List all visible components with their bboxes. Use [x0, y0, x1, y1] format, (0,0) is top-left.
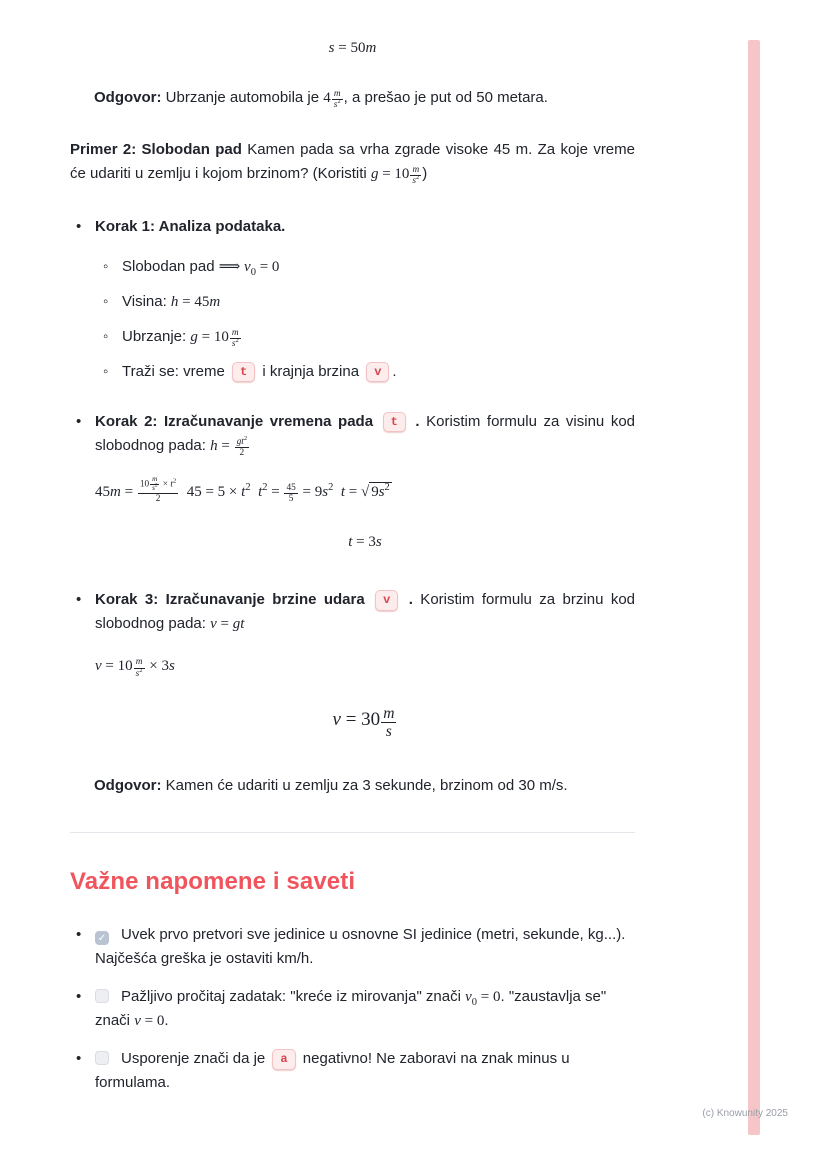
denominator: [410, 176, 421, 186]
math-text: = 0: [477, 989, 501, 1006]
math-variable: m: [412, 165, 420, 176]
superscript: 2: [154, 482, 158, 489]
superscript: 2: [337, 98, 341, 106]
code-badge: a: [272, 1049, 295, 1069]
bold-text: Primer 2: Slobodan pad: [70, 141, 242, 159]
code-badge: t: [383, 412, 406, 432]
math-variable: g: [370, 166, 379, 183]
math-text: = 10: [197, 328, 229, 345]
denominator: [381, 723, 396, 740]
tip-text: Usporenje znači da je a negativno! Ne zaboravi na znak minus u formulama.: [95, 1050, 570, 1092]
math-variable: s: [135, 668, 140, 679]
denominator: [284, 494, 297, 504]
denominator: [230, 336, 241, 349]
math-text: [333, 484, 341, 500]
math-text: 9: [371, 484, 379, 501]
bold-text: Korak 3: Izračunavanje brzine udara: [95, 591, 373, 609]
math-variable: gt: [236, 436, 244, 447]
checklist-item-pazljivo: [70, 985, 635, 1033]
superscript: 2: [262, 482, 268, 494]
fraction: [381, 705, 396, 740]
math-variable: s: [375, 534, 382, 551]
subscript: 0: [471, 997, 478, 1009]
math-text: =: [267, 484, 284, 501]
numerator: [138, 476, 178, 494]
korak2-equation: [95, 476, 635, 504]
math-text: 45 = 5 ×: [179, 484, 242, 501]
math-text: 2: [239, 448, 245, 459]
fraction: [410, 165, 421, 186]
math-text: =: [120, 484, 137, 501]
checklist-item-si-jedinice: [70, 923, 635, 971]
math-variable: t: [258, 484, 263, 501]
numerator: [284, 483, 297, 494]
superscript: 2: [243, 434, 248, 442]
checkbox: [95, 989, 109, 1003]
math-variable: s: [322, 484, 329, 501]
code-badge: v: [375, 590, 398, 610]
superscript: 2: [245, 482, 251, 494]
math-text: 10: [139, 479, 150, 490]
bold-text: Odgovor:: [94, 777, 162, 795]
sub-item-text: Slobodan pad ⟹ $v_0 = 0$: [122, 257, 280, 278]
math-variable: gt: [232, 616, 245, 633]
subscript: 0: [250, 266, 256, 278]
math-text: = 3: [352, 534, 376, 551]
denominator: [134, 666, 145, 679]
fraction: [138, 476, 178, 504]
math-variable: s: [412, 176, 417, 187]
math-text: 45: [286, 483, 296, 494]
document-content: [70, 0, 635, 1109]
tip-text: Uvek prvo pretvori sve jedinice u osnovne SI jedinice (metri, sekunde, kg...). Najčešća greška je ostaviti km/h.: [95, 926, 626, 968]
math-variable: m: [135, 657, 143, 668]
bold-text: .: [408, 412, 420, 430]
list-item-ubrzanje: [95, 325, 635, 349]
math-variable: s: [231, 338, 236, 349]
tip-text: Pažljivo pročitaj zadatak: "kreće iz mirovanja" znači $v_0 = 0$. "zaustavlja se" znači v = 0.: [95, 988, 607, 1030]
math-text: =: [344, 484, 361, 501]
math-variable: v: [244, 258, 251, 275]
math-variable: v: [134, 1013, 141, 1030]
math-variable: s: [168, 658, 175, 675]
sub-item-text: Visina: h = 45m: [122, 292, 221, 310]
math-text: = 10: [378, 166, 410, 183]
math-variable: v: [332, 709, 341, 731]
korak2-title: • Korak 2: Izračunavanje vremena pada t . Koristim formulu za visinu kod slobodnog pada: h = $\frac{gt^2}{2}$: [95, 412, 636, 459]
math-variable: v: [465, 989, 472, 1006]
formula-s-result: [70, 36, 635, 60]
checklist-item-usporenje: [70, 1047, 635, 1095]
section-divider: [70, 832, 635, 833]
fraction: [235, 434, 249, 459]
superscript: 2: [384, 482, 390, 494]
math-variable: g: [190, 328, 198, 345]
list-item-korak1: [70, 215, 635, 384]
math-variable: s: [333, 100, 338, 111]
math-variable: m: [365, 40, 377, 56]
math-variable: m: [231, 327, 239, 338]
fraction: [284, 483, 297, 504]
superscript: 2: [235, 336, 239, 344]
superscript: 2: [172, 477, 177, 485]
section-heading: Važne napomene i saveti: [70, 868, 356, 896]
math-variable: t: [348, 534, 353, 551]
bold-text: Korak 2: Izračunavanje vremena pada: [95, 412, 380, 430]
math-text: × 3: [145, 658, 169, 675]
radical-sign-icon: √: [360, 484, 370, 501]
korak2-result: [95, 530, 635, 554]
numerator: [381, 705, 396, 723]
list-item-trazi-se: [95, 360, 635, 384]
math-variable: t: [340, 484, 345, 501]
bold-text: Korak 1: Analiza podataka.: [95, 217, 286, 235]
math-text: = 45: [178, 293, 210, 310]
math-variable: s: [378, 484, 385, 501]
math-text: = 50: [334, 40, 366, 56]
list-item-slobodan-pad: [95, 255, 635, 279]
math-text: = 9: [298, 484, 323, 501]
math-text: = 30: [340, 709, 381, 731]
math-variable: h: [170, 293, 179, 310]
fraction: [134, 657, 145, 678]
code-badge: v: [366, 362, 389, 382]
superscript: 2: [139, 666, 143, 674]
denominator: [235, 448, 249, 458]
denominator: [332, 100, 343, 110]
checkbox: [95, 1051, 109, 1065]
fraction: [332, 89, 343, 110]
math-variable: m: [209, 293, 221, 310]
numerator: [235, 434, 249, 448]
denominator: [138, 494, 178, 504]
math-variable: m: [333, 88, 341, 99]
tips-list: [70, 923, 635, 1095]
math-text: 5: [288, 494, 294, 505]
math-text: =: [217, 437, 234, 454]
radicand: [369, 482, 392, 500]
math-text: = 10: [101, 658, 133, 675]
math-variable: v: [95, 658, 102, 675]
steps-list: [70, 215, 635, 740]
math-text: 2: [155, 494, 161, 505]
math-variable: s: [328, 40, 335, 56]
korak3-title: • Korak 3: Izračunavanje brzine udara v . Koristim formulu za brzinu kod slobodnog pada: v = gt: [95, 591, 635, 633]
list-item-korak3: [70, 588, 635, 740]
math-variable: t: [241, 484, 246, 501]
superscript: 2: [328, 482, 334, 494]
answer-paragraph-1: Odgovor: Ubrzanje automobila je 4 $\frac{m}{s^2}$ , a prešao je put od 50 metara.: [94, 88, 548, 111]
denominator: [150, 482, 159, 493]
math-variable: m: [383, 704, 395, 722]
right-accent-bar: [748, 40, 760, 1135]
math-text: 4: [323, 90, 331, 106]
list-item-visina: [95, 290, 635, 314]
sub-item-text: Traži se: vreme t i krajnja brzina v .: [122, 363, 397, 380]
math-text: = 0: [255, 258, 280, 275]
math-text: [251, 484, 259, 500]
checkbox: [95, 931, 109, 945]
korak1-sublist: [95, 255, 635, 384]
korak1-title: [95, 215, 635, 239]
bold-text: Odgovor:: [94, 89, 162, 106]
math-text: ⟹: [218, 258, 245, 275]
code-badge: t: [232, 362, 255, 382]
fraction: [230, 328, 241, 349]
math-variable: s: [385, 722, 392, 740]
math-text: =: [216, 616, 233, 633]
math-text: = 0: [140, 1013, 165, 1030]
math-variable: m: [152, 475, 158, 484]
fraction: [150, 476, 159, 493]
sub-item-text: Ubrzanje: g = 10 $\frac{m}{s^2}$: [122, 327, 239, 349]
math-variable: t: [170, 479, 173, 490]
korak3-equation: [95, 654, 635, 678]
square-root: [361, 483, 392, 500]
math-variable: v: [210, 616, 217, 633]
answer-paragraph-2: Odgovor: Kamen će udariti u zemlju za 3 sekunde, brzinom od 30 m/s.: [94, 777, 568, 795]
math-text: 45: [95, 484, 110, 501]
math-variable: h: [210, 437, 218, 454]
math-text: ×: [160, 479, 171, 490]
math-variable: s: [152, 484, 155, 493]
list-item-korak2: [70, 410, 635, 554]
bold-text: .: [401, 591, 413, 609]
superscript: 2: [416, 174, 420, 182]
korak3-result: [95, 705, 635, 740]
primer2-paragraph: Primer 2: Slobodan pad Kamen pada sa vrha zgrade visoke 45 m. Za koje vreme će udariti u zemlju i kojom brzinom? (Koristiti g = 10 $\frac{m}{s^2}$ ): [70, 141, 635, 187]
copyright-footer: (c) Knowunity 2025: [702, 1108, 788, 1119]
check-icon: • ✓: [97, 933, 107, 945]
math-variable: m: [110, 484, 121, 501]
